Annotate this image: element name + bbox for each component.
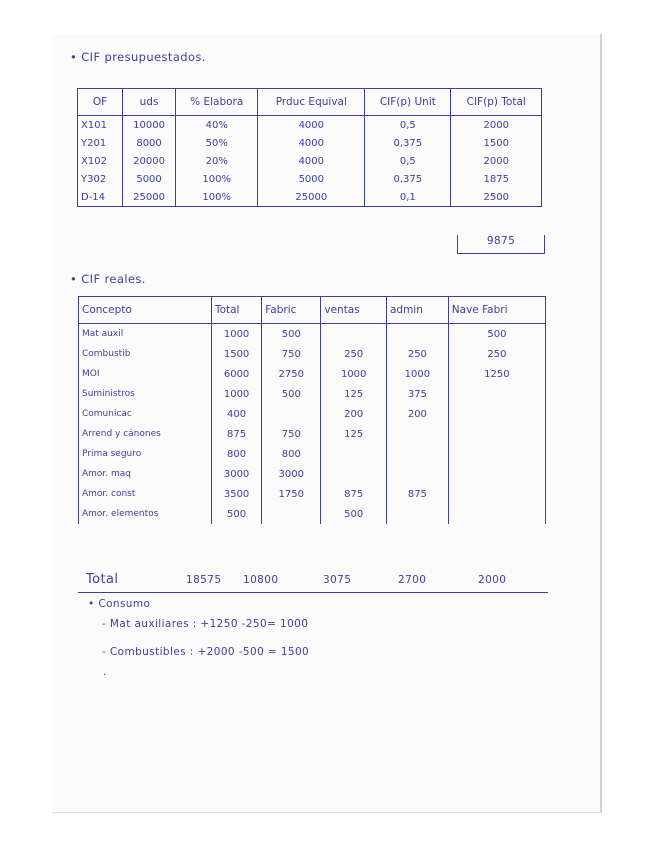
reales-cell (386, 324, 448, 345)
reales-cell: 2750 (262, 364, 321, 384)
table-row (79, 444, 546, 464)
reales-cell (448, 424, 545, 444)
presup-cell: 4000 (258, 116, 365, 135)
reales-cell: 800 (262, 444, 321, 464)
presup-cell: 2000 (451, 116, 542, 135)
presup-cell: 50% (176, 134, 258, 152)
reales-cell: 125 (321, 424, 387, 444)
presup-cell: 100% (176, 170, 258, 188)
reales-cell: 3000 (211, 464, 261, 484)
presup-header-2: % Elabora (176, 89, 258, 116)
total-ventas: 3075 (323, 574, 352, 586)
table-row (79, 344, 546, 364)
presup-cell: 5000 (123, 170, 176, 188)
presup-cell: 0,5 (365, 152, 451, 170)
reales-cell: Mat auxil (79, 324, 212, 345)
presup-cell: 2000 (451, 152, 542, 170)
reales-cell: Amor. maq (79, 464, 212, 484)
table-cif-presupuestados (77, 88, 542, 207)
presup-header-0: OF (78, 89, 123, 116)
total-fabric: 10800 (243, 574, 279, 586)
total-admin: 2700 (398, 574, 427, 586)
reales-header-5: Nave Fabri (448, 297, 545, 324)
reales-cell: 200 (386, 404, 448, 424)
presup-cell: Y302 (78, 170, 123, 188)
reales-cell: 1000 (321, 364, 387, 384)
cif-reales-total-row (78, 572, 548, 593)
table-row (78, 134, 542, 152)
table-row (79, 364, 546, 384)
reales-header-2: Fabric (262, 297, 321, 324)
presup-cell: Y201 (78, 134, 123, 152)
reales-cell (448, 484, 545, 504)
table-row (79, 504, 546, 524)
reales-cell: 875 (386, 484, 448, 504)
reales-cell: 1500 (211, 344, 261, 364)
presup-header-5: CIF(p) Total (451, 89, 542, 116)
reales-cell: Prima seguro (79, 444, 212, 464)
presup-cell: 1500 (451, 134, 542, 152)
reales-cell (386, 504, 448, 524)
consumo-dot: . (103, 666, 107, 678)
reales-cell (321, 444, 387, 464)
reales-cell (448, 464, 545, 484)
reales-cell: Combustib (79, 344, 212, 364)
presup-cell: 2500 (451, 188, 542, 207)
presup-cell: X102 (78, 152, 123, 170)
reales-cell (321, 464, 387, 484)
total-total: 18575 (186, 574, 222, 586)
presup-cell: 10000 (123, 116, 176, 135)
reales-cell: Comunicac (79, 404, 212, 424)
presup-header-1: uds (123, 89, 176, 116)
reales-cell: MOI (79, 364, 212, 384)
presup-cell: 8000 (123, 134, 176, 152)
reales-cell: 125 (321, 384, 387, 404)
table-row (79, 404, 546, 424)
reales-cell: 500 (262, 384, 321, 404)
reales-cell: 1000 (211, 324, 261, 345)
table-row (79, 384, 546, 404)
reales-cell: 800 (211, 444, 261, 464)
reales-cell: 875 (321, 484, 387, 504)
presup-cell: 20% (176, 152, 258, 170)
presup-cell: 5000 (258, 170, 365, 188)
reales-cell: 500 (448, 324, 545, 345)
presup-cell: D-14 (78, 188, 123, 207)
table-row (78, 116, 542, 135)
reales-cell (386, 424, 448, 444)
reales-cell: 1000 (211, 384, 261, 404)
reales-header-4: admin (386, 297, 448, 324)
reales-cell: Suministros (79, 384, 212, 404)
reales-cell: 750 (262, 424, 321, 444)
reales-cell (321, 324, 387, 345)
cif-presupuestados-total: 9875 (457, 235, 545, 254)
table-row (78, 188, 542, 207)
reales-cell: 500 (211, 504, 261, 524)
presup-header-4: CIF(p) Unit (365, 89, 451, 116)
reales-cell: 1000 (386, 364, 448, 384)
reales-cell: 1250 (448, 364, 545, 384)
section-title-cif-reales: • CIF reales. (70, 272, 146, 286)
consumo-line-2: - Combustibles : +2000 -500 = 1500 (102, 646, 310, 658)
reales-cell (262, 404, 321, 424)
presup-cell: 0,375 (365, 134, 451, 152)
reales-cell: 3500 (211, 484, 261, 504)
reales-header-3: ventas (321, 297, 387, 324)
presup-header-3: Prduc Equival (258, 89, 365, 116)
reales-cell: 500 (321, 504, 387, 524)
reales-cell: 400 (211, 404, 261, 424)
reales-cell: Amor. const (79, 484, 212, 504)
section-title-cif-presupuestados: • CIF presupuestados. (70, 50, 206, 64)
total-label: Total (86, 572, 119, 587)
reales-header-0: Concepto (79, 297, 212, 324)
reales-cell: 3000 (262, 464, 321, 484)
reales-cell: 375 (386, 384, 448, 404)
reales-cell: 875 (211, 424, 261, 444)
reales-cell: Amor. elementos (79, 504, 212, 524)
table-row (79, 424, 546, 444)
reales-cell (448, 384, 545, 404)
presup-cell: 25000 (258, 188, 365, 207)
total-nave: 2000 (478, 574, 507, 586)
reales-cell: 750 (262, 344, 321, 364)
presup-cell: 4000 (258, 134, 365, 152)
reales-header-1: Total (211, 297, 261, 324)
table-row (79, 464, 546, 484)
reales-cell (448, 444, 545, 464)
reales-cell: Arrend y cánones (79, 424, 212, 444)
presup-cell: 25000 (123, 188, 176, 207)
reales-cell: 1750 (262, 484, 321, 504)
reales-cell (448, 504, 545, 524)
presup-cell: 4000 (258, 152, 365, 170)
reales-cell (386, 464, 448, 484)
table-row (79, 324, 546, 345)
reales-cell (262, 504, 321, 524)
presup-cell: 40% (176, 116, 258, 135)
consumo-title: • Consumo (88, 598, 151, 610)
presup-cell: 1875 (451, 170, 542, 188)
presup-cell: 100% (176, 188, 258, 207)
presup-cell: 20000 (123, 152, 176, 170)
reales-cell: 250 (321, 344, 387, 364)
presup-cell: 0,5 (365, 116, 451, 135)
presup-cell: 0,375 (365, 170, 451, 188)
reales-cell: 200 (321, 404, 387, 424)
table-row (78, 170, 542, 188)
presup-cell: X101 (78, 116, 123, 135)
table-cif-reales (78, 296, 546, 524)
reales-cell: 500 (262, 324, 321, 345)
presup-cell: 0,1 (365, 188, 451, 207)
reales-cell (448, 404, 545, 424)
table-row (79, 484, 546, 504)
reales-cell (386, 444, 448, 464)
consumo-line-1: - Mat auxiliares : +1250 -250= 1000 (102, 618, 309, 630)
reales-cell: 250 (386, 344, 448, 364)
reales-cell: 6000 (211, 364, 261, 384)
table-row (78, 152, 542, 170)
reales-cell: 250 (448, 344, 545, 364)
